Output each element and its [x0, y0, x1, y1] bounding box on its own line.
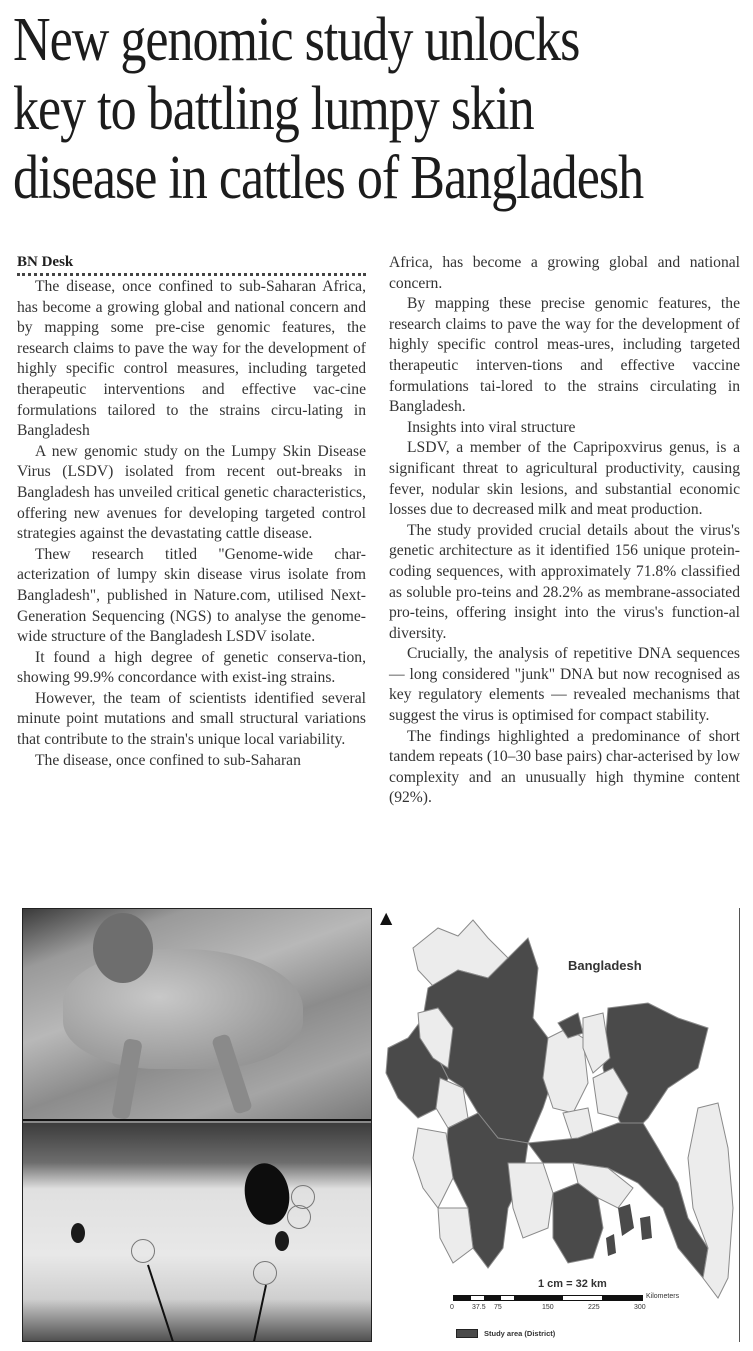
map-scale-labels — [450, 1304, 650, 1314]
subheading: Insights into viral structure — [407, 418, 576, 436]
article-column-right — [389, 253, 740, 809]
cow-hump — [93, 913, 153, 983]
map-title: Bangladesh — [568, 958, 642, 973]
map-scale-bar — [453, 1295, 643, 1301]
article-column-left — [17, 253, 366, 771]
cattle-photo-top — [23, 909, 371, 1121]
paragraph: A new genomic study on the Lumpy Skin Disease Virus (LSDV) isolated from recent out-breaks in Bangladesh has unveiled critical genetic characteristics, offering new avenues for developing targeted control strategies against the devastating cattle disease. — [17, 442, 366, 543]
paragraph: The disease, once confined to sub-Saharan Africa, has become a growing global and national concern and by mapping some pre-cise genomic features, the research claims to pave the way for the development of highly specific control measures, including targeted therapeutic interventions and effective vac-cine formulations tailored to the strains circu-lating in Bangladesh — [17, 278, 366, 440]
paragraph: It found a high degree of genetic conserva-tion, showing 99.9% concordance with exist-ing strains. — [17, 648, 366, 687]
cattle-photo — [22, 908, 372, 1342]
headline-line-1: New genomic study unlocks — [13, 6, 580, 74]
black-patch — [275, 1231, 289, 1251]
map-scale-ratio: 1 cm = 32 km — [538, 1278, 607, 1290]
scale-tick: 225 — [588, 1304, 600, 1311]
black-patch — [240, 1160, 294, 1229]
headline-line-3: disease in cattles of Bangladesh — [13, 144, 644, 212]
arrow-icon — [253, 1285, 267, 1342]
cattle-photo-bottom — [23, 1123, 371, 1342]
scale-tick: 37.5 — [472, 1304, 486, 1311]
district-map-graphic — [378, 908, 740, 1342]
paragraph: Crucially, the analysis of repetitive DNA sequences — long considered "junk" DNA but now recognised as key regulatory elements — revealed mechanisms that suggest the virus is optimised for compact stability. — [389, 645, 740, 725]
byline: BN Desk — [17, 253, 366, 276]
article-figure — [22, 908, 740, 1342]
black-patch — [71, 1223, 85, 1243]
map-scale-unit: Kilometers — [646, 1293, 680, 1300]
scale-tick: 0 — [450, 1304, 454, 1311]
north-arrow-icon: ▲ — [380, 908, 393, 927]
arrow-icon — [147, 1265, 174, 1342]
paragraph: However, the team of scientists identified several minute point mutations and small structural variations that contribute to the strain's unique local variability. — [17, 689, 366, 749]
scale-tick: 300 — [634, 1304, 646, 1311]
paragraph: Africa, has become a growing global and national concern. — [389, 254, 740, 292]
lesion-marker-icon — [287, 1205, 311, 1229]
scale-tick: 150 — [542, 1304, 554, 1311]
paragraph: By mapping these precise genomic features, the research claims to pave the way for the development of highly specific control meas-ures, including targeted therapeutic interven-tions and effective vaccine formulations tai-lored to the strains circulating in Bangladesh. — [389, 295, 740, 416]
map-legend — [456, 1329, 555, 1338]
legend-swatch-icon — [456, 1329, 478, 1338]
headline-line-2: key to battling lumpy skin — [13, 75, 534, 143]
scale-tick: 75 — [494, 1304, 502, 1311]
lesion-marker-icon — [253, 1261, 277, 1285]
paragraph: Thew research titled "Genome-wide char-acterization of lumpy skin disease virus isolate from Bangladesh", published in Nature.com, utilised Next-Generation Sequencing (NGS) to analyse the genome-wide structure of the Bangladesh LSDV isolate. — [17, 545, 366, 646]
lesion-marker-icon — [131, 1239, 155, 1263]
headline — [13, 6, 644, 213]
paragraph: LSDV, a member of the Capripoxvirus genus, is a significant threat to agricultural productivity, causing fever, nodular skin lesions, and substantial economic losses due to decreased milk and meat production. — [389, 439, 740, 519]
paragraph: The study provided crucial details about the virus's genetic architecture as it identified 156 unique protein-coding sequences, with approximately 71.8% classified as soluble pro-teins and 28.2% as membrane-associated pro-teins, offering insight into the virus's function-al diversity. — [389, 521, 740, 642]
bangladesh-map — [378, 908, 740, 1342]
legend-label: Study area (District) — [484, 1329, 556, 1338]
paragraph: The disease, once confined to sub-Saharan — [35, 751, 301, 769]
paragraph: The findings highlighted a predominance of short tandem repeats (10–30 base pairs) char-acterised by low complexity and an unusually high thymine content (92%). — [389, 727, 740, 807]
